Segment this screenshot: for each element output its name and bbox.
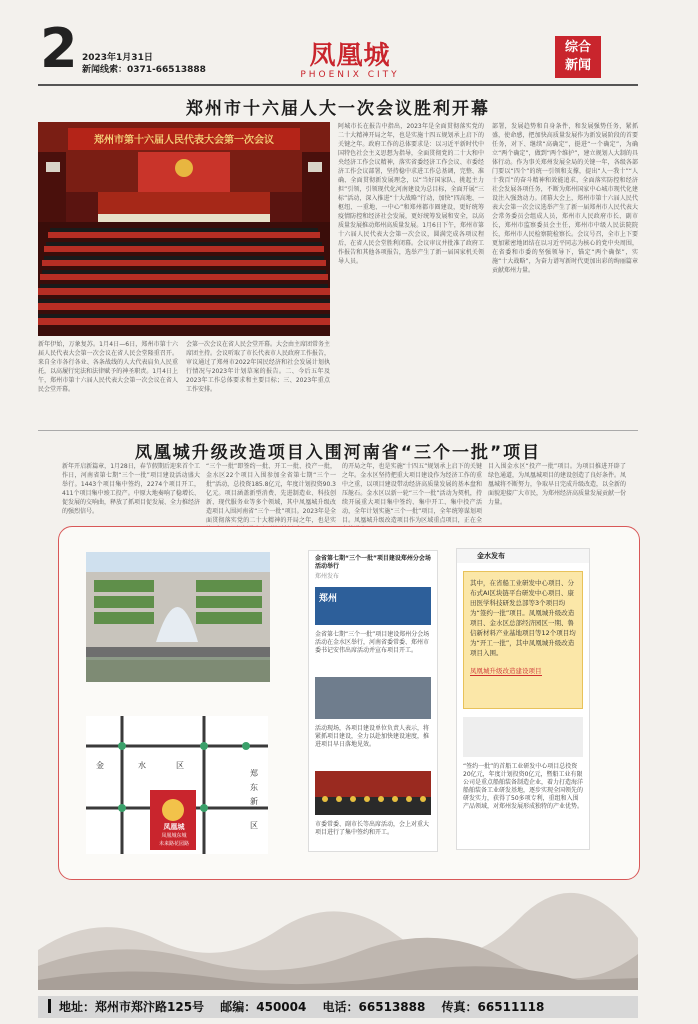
publication-date: 2023年1月31日 (82, 53, 153, 63)
map-label-7: 区 (250, 821, 258, 830)
wechat-photo-1 (315, 677, 431, 719)
project-rendering (86, 552, 270, 682)
header-divider (38, 84, 638, 86)
map-label-4: 郑 (250, 769, 258, 778)
article1-column-3: 阿城市长在报告中指出，2023年是全面贯彻落实党的二十大精神开局之年，也是实施十四五规划承上启下的关键之年。政府工作的总体要求是：以习近平新时代中国特色社会主义思想为指导，全面贯彻党的二十大和中央经济工作会议精神，落实省委经济工作会议、市委经济工作会议部署，坚持稳中求进工作总基调，完整、准确、全面贯彻新发展理念，以“当好国家队、挑起主力担”引领，引领现代化河南建设为总目标，全面开展“三标”活动，深入推进“十大战略”行动，加快“四高地、一枢纽、一重地、一中心”和郑州都市圈建设，更好统筹疫情防控和经济社会发展，更好统筹发展和安全，以高质量发展推动郑州高质量发展。1月6日下午，郑州市第十六届人民代表大会第一次会议，圆满完成各项议程后，在省人民会堂胜利闭幕。会议审议并批准了政府工作报告和其他各项报告，选举产生了新一届国家机关领导人员。 (338, 123, 484, 265)
map-sign-sub: 凤凰城东城 (161, 833, 187, 839)
logo-chinese: 凤凰城 (309, 41, 391, 71)
map-label-5: 东 (250, 783, 258, 792)
mountain-decoration (38, 880, 638, 990)
map-label-2: 水 (138, 761, 146, 770)
wechat-body-2: 活动现场，各项目建设单位负责人表示，将紧抓项目建设，全力以赴加快建设速度，推进项目早日落地见效。 (315, 725, 430, 748)
section-badge (555, 36, 601, 78)
article2-column-2: “三个一批”即签约一批、开工一批、投产一批，金水区22个项目入围参加全省第七期“三个一批”活动，总投资185.8亿元，年度计划投资90.3亿元。项目涵盖新型消费、先进制造业、科技创新、现代服务业等多个领域，其中凤凰城升级改造项目入围河南省“三个一批”项目。2023年是全面贯彻落实党的二十大精神的开局之年，也是实 (206, 463, 336, 524)
article1-column-2: 会第一次会议在省人民会堂开幕。大会由主席团常务主席团主持。会议听取了市长代表市人民政府工作报告，审议通过了郑州市2022年国民经济和社会发展计划执行情况与2023年计划草案的报告。二、今后五年及2023年工作总体要求和主要目标；三、2023年重点工作安排。 (186, 341, 331, 393)
phone-highlight-card (463, 571, 583, 709)
article1-column-1: 新年伊始，万象复苏。1月4日—6日，郑州市第十六届人民代表大会第一次会议在省人民会堂隆重召开。来自全市各行各业、各条战线的人大代表肩负人民重托，以高履行宪法和法律赋予的神圣职责。1月4日上午，郑州市第十六届人民代表大会第一次会议在省人民会堂开幕。 (38, 341, 178, 393)
article2-column-1: 新年开启新篇章，1月28日，春节假期后迎来首个工作日，河南省第七期“三个一批”项目建设活动盛大举行。1443个项目集中签约，2274个项目开工，411个项目集中竣工投产。中原大地奏响了稳增长、促发展的交响曲，释放了抓项目促发展、全力推经济的强烈信号。 (62, 463, 201, 515)
map-label-1: 金 (96, 761, 104, 770)
map-label-3: 区 (176, 761, 184, 770)
wechat-body-3: 市委常委、副市长等出席活动，会上对重大项目进行了集中签约和开工。 (315, 821, 430, 836)
phone-underline-text: 凤凰城升级改造建设项目 (470, 667, 542, 675)
footer-postcode: 邮编：450004 (220, 1000, 307, 1014)
section-line-2: 新闻 (564, 58, 591, 73)
footer-phone: 电话：66513888 (322, 1000, 426, 1014)
wechat-body-1: 金省第七期“三个一批”项目建设郑州分会场活动在金水区举行，河南省委常委、郑州市委书记安伟出席活动并宣布项目开工。 (315, 631, 430, 654)
footer-address: 地址：郑州市郑汴路125号 (59, 1000, 205, 1014)
map-sign-sub2: 未来路花园路 (158, 841, 189, 847)
map-sign-name: 凤凰城 (163, 823, 185, 831)
footer-marker (48, 999, 51, 1013)
article2-column-4: 目入围金水区“投产一批”项目。为项目推进开辟了绿色通道，为凤凰城项目的建设创造了良好条件。凤凰城将不断努力，争取早日完成升级改造，以全新的面貌迎接广大市民，为郑州经济高质量发展贡献一份力量。 (488, 463, 627, 506)
footer-bar (38, 996, 638, 1018)
wechat-photo-2 (315, 771, 431, 815)
building-rendering-illustration (86, 552, 270, 682)
masthead-logo (290, 42, 410, 80)
wechat-meta: 郑州发布 (315, 573, 340, 580)
phone-card-text: 其中，在省船工业研发中心项目、分布式AI区块链平台研发中心项目、康田医学科技研发总部等3个项目均为“签约一批”项目。凤凰城升级改造项目、金水区总部经济园区一期、鲁信新材料产业基地项目等12个项目均为“开工一批”，其中凤凰城升级改造项目入围。 (470, 579, 576, 657)
phone-screenshot (456, 548, 590, 850)
congress-photo (38, 122, 330, 336)
article2-column-3: 的开局之年，也是实施“十四五”规划承上启下的关键之年。金水区坚持把重大项目建设作为经济工作的重中之重，以项目建设带动经济高质量发展的基本盘和压舱石。金水区以新一轮“三个一批”活动为契机，持续开展重大项目集中签约、集中开工、集中投产活动，全年计划实施“三个一批”项目，全年统筹谋划项目。凤凰城升级改造项目作为区域重点项目，正在全 (342, 463, 482, 524)
phone-image-placeholder (463, 717, 583, 757)
section-line-1: 综合 (564, 40, 591, 55)
mountain-ink-illustration (38, 880, 638, 990)
assembly-hall-illustration (38, 122, 330, 336)
crowd-illustration (315, 771, 431, 815)
article1-column-4: 部署，发展趋势和自身条件，和发展强势任务，紧抓盛，使命感，把加快高质量发展作为新发展阶段的首要任务，对下、继续“高确定”，挺进“一个确定”，为确立“两个确定”，做到“两个维护”，建立规划人大制的具体行动。作为事关郑州发展全局的关键一年，各级各部门要以“四个”的统一引领和支撑，提出“人一我十”“人十我百”的奋斗精神和效能追求，全面落实防控和经济社会发展各项任务，不断为郑州国家中心城市现代化建设注入强劲动力。闭幕大会上，郑州市第十六届人民代表大会第一次会议选举产生了新一届郑州市人民代表大会常务委员会组成人员，郑州市人民政府市长、副市长，郑州市监察委员会主任，郑州市中级人民法院院长，郑州市人民检察院检察长。会议号召，全市上下要更加紧密地团结在以习近平同志为核心的党中央周围，在省委和市委的坚强领导下，锚定“两个确保”，实施“十大战略”，为奋力谱写新时代更加出彩的绚丽篇章贡献郑州力量。 (492, 123, 638, 274)
map-label-6: 新 (250, 797, 258, 806)
logo-english: PHOENIX CITY (300, 70, 400, 80)
footer-fax: 传真：66511118 (441, 1000, 545, 1014)
wechat-article-screenshot (308, 550, 438, 852)
news-hotline: 新闻线索：0371-66513888 (82, 65, 206, 75)
article2-headline: 凤凰城升级改造项目入围河南省“三个一批”项目 (134, 443, 542, 463)
hall-banner-text: 郑州市第十六届人民代表大会第一次会议 (94, 135, 274, 146)
location-map (86, 716, 268, 854)
page-number: 2 (40, 17, 78, 80)
phone-body-text: “签约一批”的首船工业研发中心项目总投资20亿元，年度计划投资0亿元，暨船工业有限公司是重点船舶装备制造企业，着力打造海洋船舶装备工业研发基地，逐步实现全国领先的研发实力，获得了50多项专利，重组和入围产品领域，对郑州发展形成独特的产业优势。 (463, 763, 584, 810)
article1-headline: 郑州市十六届人大一次会议胜利开幕 (186, 99, 490, 119)
phone-header: 金水发布 (457, 549, 589, 563)
article-divider (38, 430, 638, 431)
wechat-banner: 郑州 (315, 587, 431, 625)
wechat-title: 金省第七期“三个一批”项目建设郑州分会场活动举行 (315, 555, 431, 570)
